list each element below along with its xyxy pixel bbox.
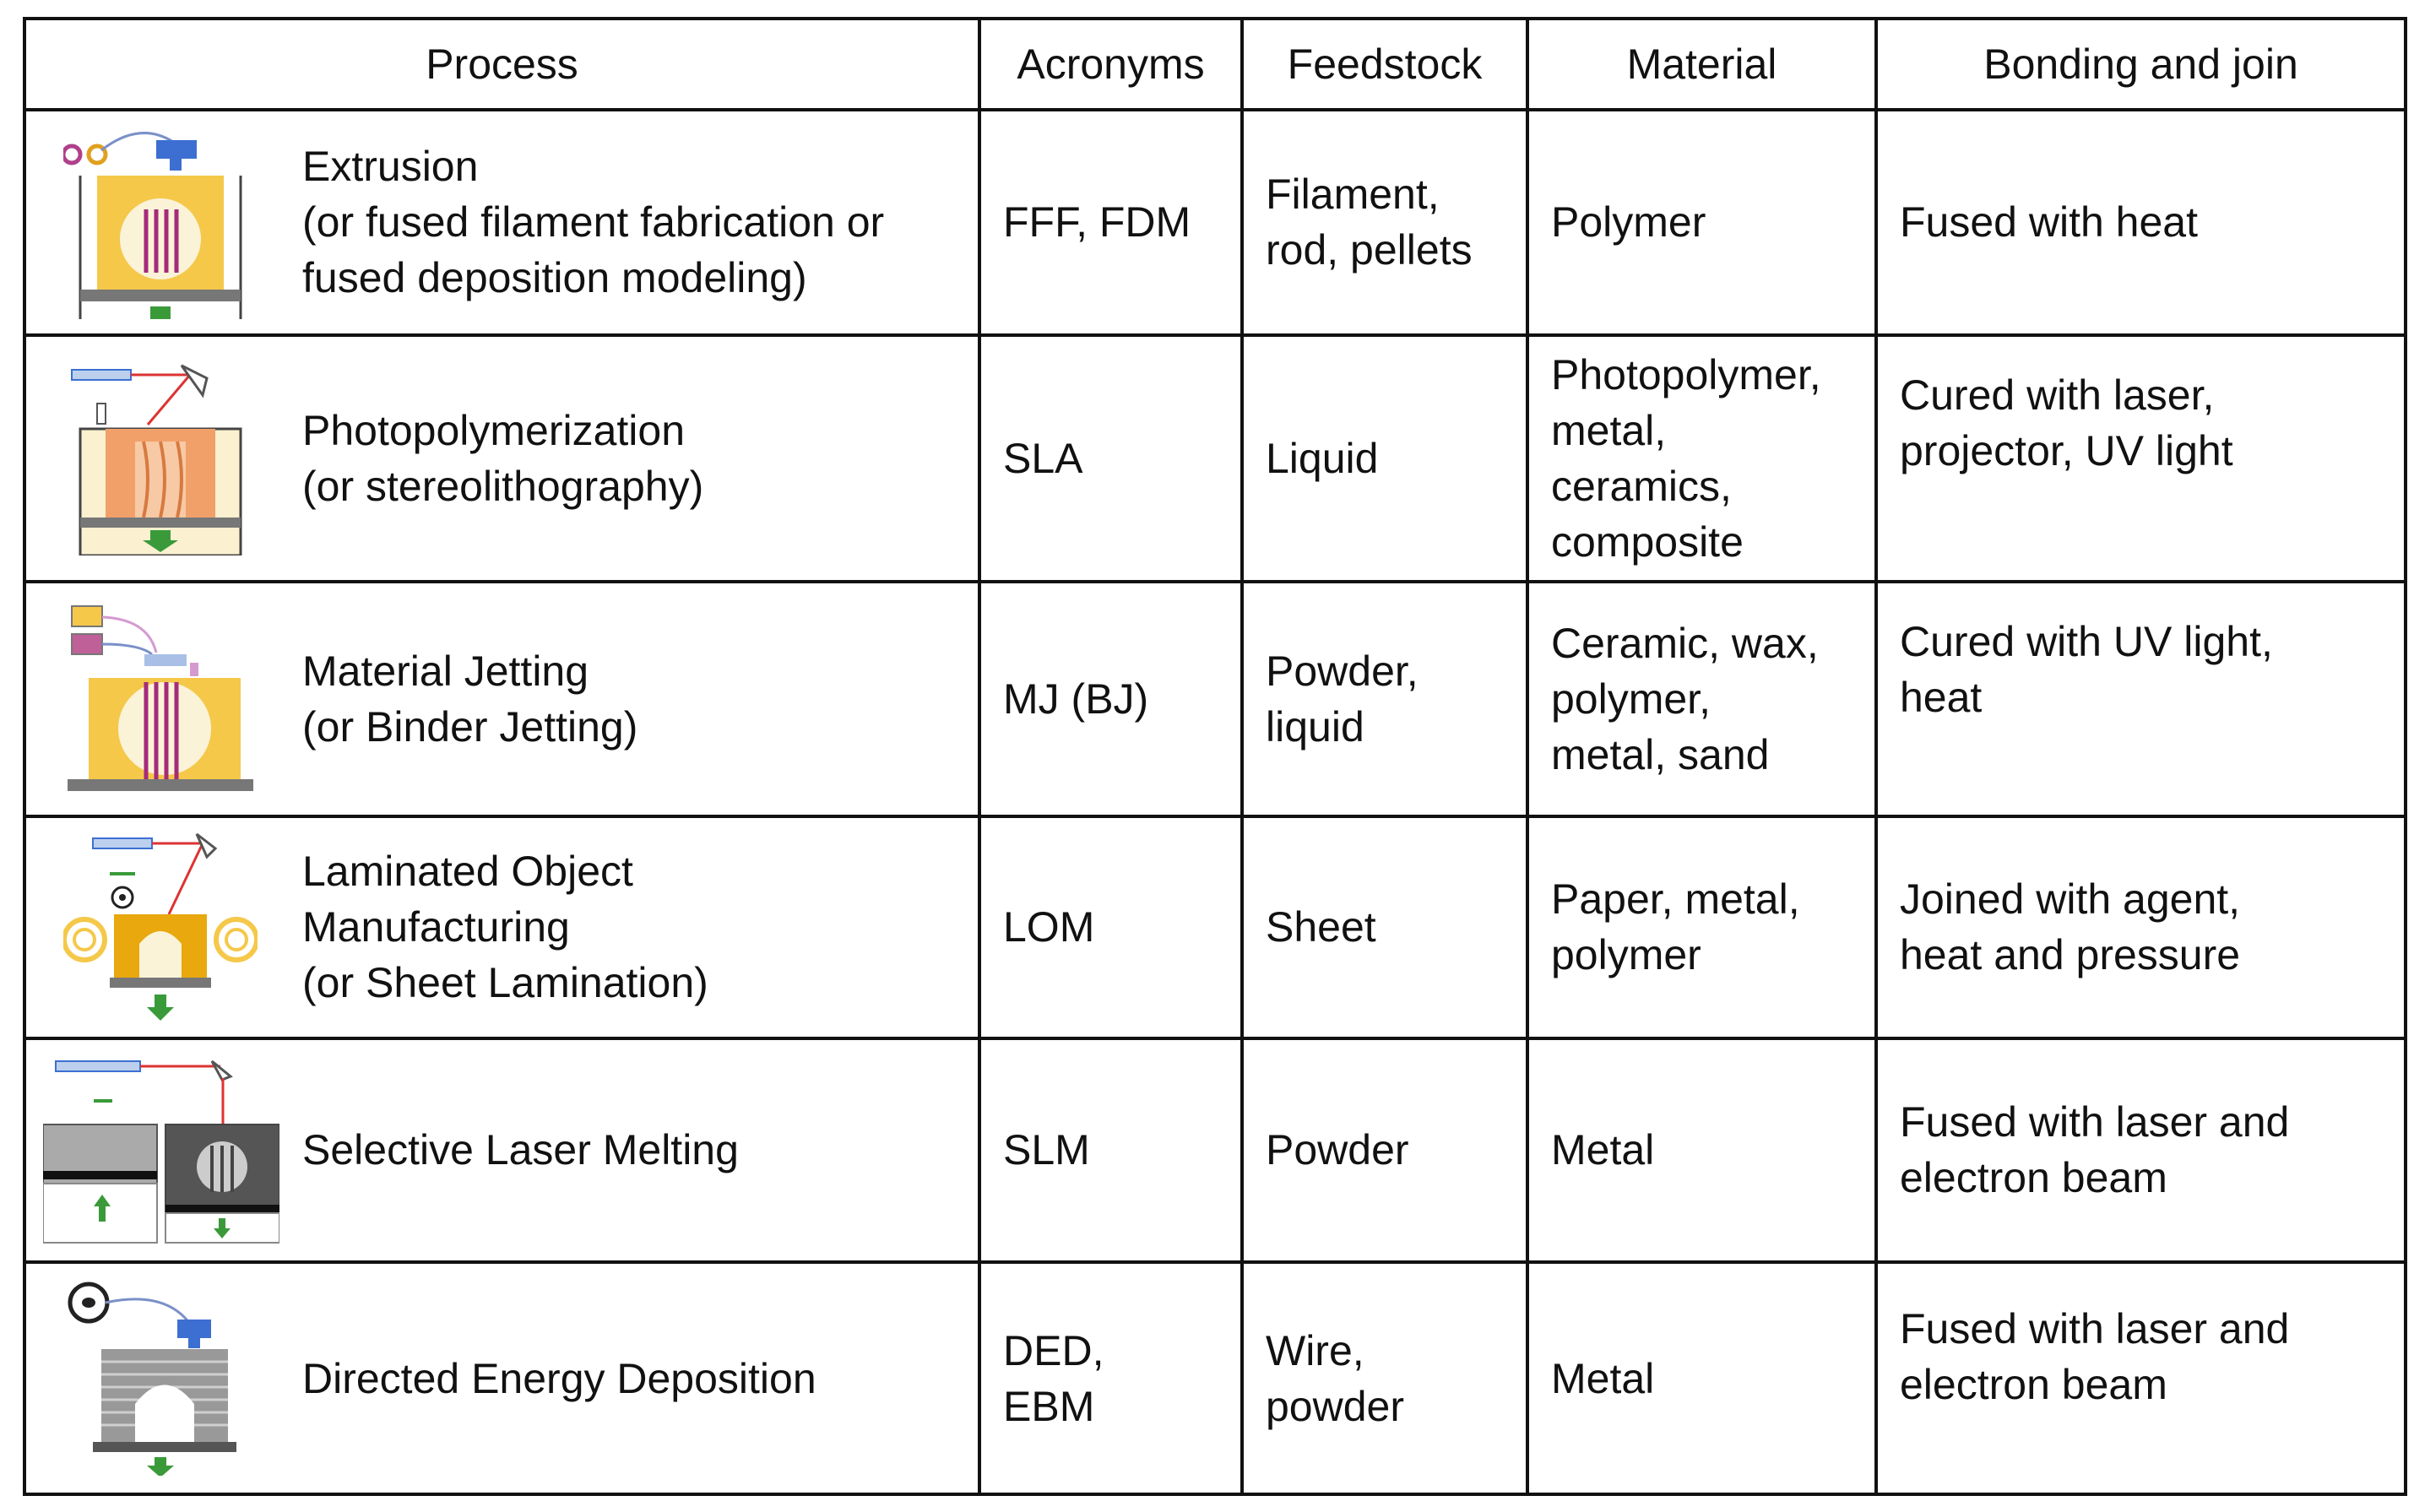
acronyms-cell: MJ (BJ)	[979, 582, 1242, 816]
process-name: Photopolymerization (or stereolithography)	[302, 406, 704, 510]
photopolymerization-vat-icon	[63, 361, 258, 555]
material-jetting-icon	[63, 602, 258, 796]
header-acronyms: Acronyms	[979, 19, 1242, 110]
process-name: Laminated Object Manufacturing (or Sheet Lamination)	[302, 848, 708, 1007]
table-row	[24, 1262, 2406, 1494]
directed-energy-deposition-icon	[63, 1282, 258, 1476]
table-row	[24, 335, 2406, 583]
feedstock-cell: Sheet	[1242, 816, 1527, 1038]
acronyms-cell: DED, EBM	[979, 1262, 1242, 1494]
header-process: Process	[24, 19, 979, 110]
process-cell	[24, 582, 979, 816]
process-cell	[24, 335, 979, 583]
extrusion-printer-icon	[63, 125, 258, 319]
material-cell: Photopolymer, metal, ceramics, composite	[1527, 335, 1876, 583]
bonding-cell: Cured with laser, projector, UV light	[1876, 335, 2406, 583]
bonding-cell: Fused with laser and electron beam	[1876, 1038, 2406, 1263]
table-row	[24, 1038, 2406, 1263]
material-cell: Paper, metal, polymer	[1527, 816, 1876, 1038]
bonding-cell: Fused with laser and electron beam	[1876, 1262, 2406, 1494]
process-cell	[24, 1038, 979, 1263]
material-cell: Ceramic, wax, polymer, metal, sand	[1527, 582, 1876, 816]
table-row	[24, 582, 2406, 816]
process-name: Selective Laser Melting	[302, 1126, 739, 1174]
process-cell	[24, 816, 979, 1038]
header-feedstock: Feedstock	[1242, 19, 1527, 110]
feedstock-cell: Powder	[1242, 1038, 1527, 1263]
feedstock-cell: Liquid	[1242, 335, 1527, 583]
material-cell: Polymer	[1527, 110, 1876, 335]
sheet-lamination-icon	[63, 830, 258, 1024]
acronyms-cell: SLA	[979, 335, 1242, 583]
process-cell	[24, 110, 979, 335]
feedstock-cell: Wire, powder	[1242, 1262, 1527, 1494]
process-name: Directed Energy Deposition	[302, 1354, 816, 1402]
table-row	[24, 110, 2406, 335]
acronyms-cell: LOM	[979, 816, 1242, 1038]
acronyms-cell: FFF, FDM	[979, 110, 1242, 335]
feedstock-cell: Powder, liquid	[1242, 582, 1527, 816]
bonding-cell: Cured with UV light, heat	[1876, 582, 2406, 816]
material-cell: Metal	[1527, 1262, 1876, 1494]
material-cell: Metal	[1527, 1038, 1876, 1263]
header-bonding: Bonding and join	[1876, 19, 2406, 110]
feedstock-cell: Filament, rod, pellets	[1242, 110, 1527, 335]
table-row	[24, 816, 2406, 1038]
bonding-cell: Joined with agent, heat and pressure	[1876, 816, 2406, 1038]
process-name: Material Jetting (or Binder Jetting)	[302, 648, 638, 751]
process-name: Extrusion (or fused filament fabrication or fused deposition modeling)	[302, 143, 885, 302]
acronyms-cell: SLM	[979, 1038, 1242, 1263]
laser-powder-bed-icon	[43, 1053, 279, 1247]
header-material: Material	[1527, 19, 1876, 110]
process-cell	[24, 1262, 979, 1494]
am-process-table	[23, 17, 2407, 1496]
bonding-cell: Fused with heat	[1876, 110, 2406, 335]
header-row	[24, 19, 2406, 110]
